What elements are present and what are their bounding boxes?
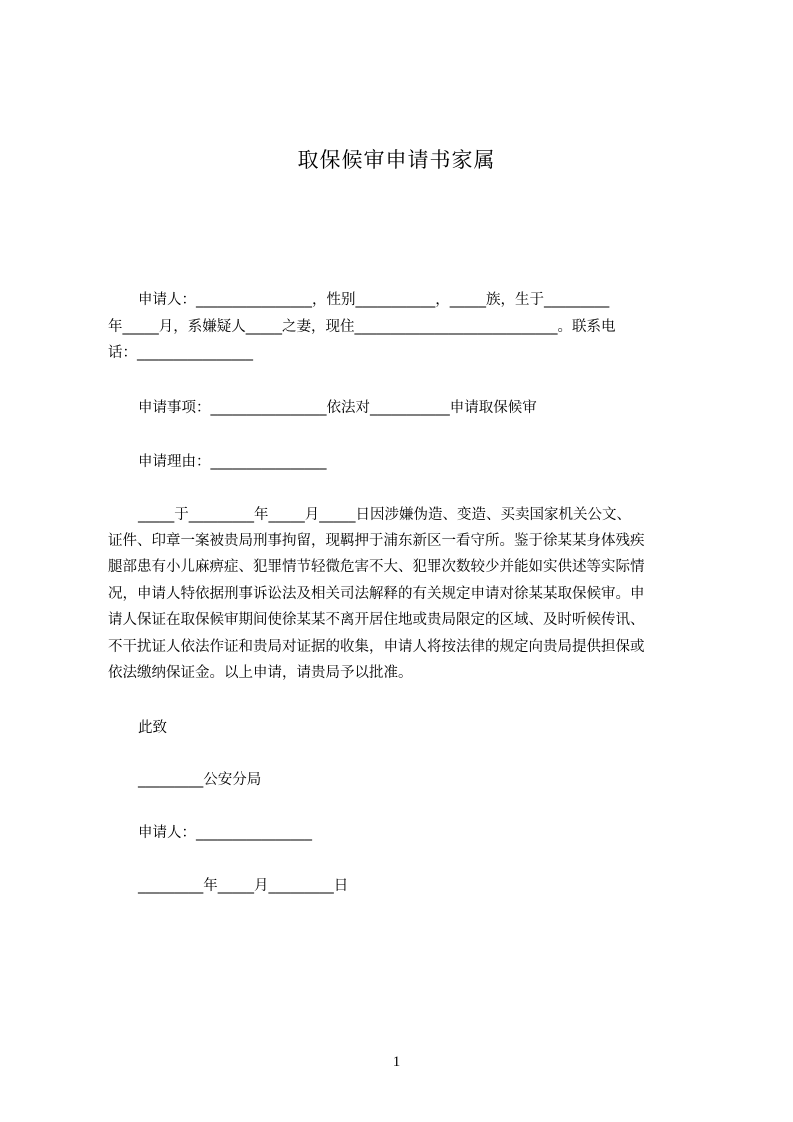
body-line-4: 况，申请人特依据刑事诉讼法及相关司法解释的有关规定申请对徐某某取保候审。申 <box>108 586 645 602</box>
body-line-7: 依法缴纳保证金。以上申请，请贵局予以批准。 <box>108 665 413 681</box>
closing: 此致 <box>138 720 167 736</box>
application-reason: 申请理由：________________ <box>138 454 327 470</box>
application-matter: 申请事项：________________依法对___________申请取保候审 <box>138 400 537 416</box>
document-title: 取保候审申请书家属 <box>297 148 496 172</box>
body-line-3: 腿部患有小儿麻痹症、犯罪情节轻微危害不大、犯罪次数较少并能如实供述等实际情 <box>108 559 645 575</box>
date: _________年_____月_________日 <box>138 878 349 894</box>
applicant-info-line-2: 年_____月，系嫌疑人_____之妻，现住____________________________。联系电 <box>108 319 616 335</box>
recipient: _________公安分局 <box>138 772 262 788</box>
body-line-5: 请人保证在取保候审期间使徐某某不离开居住地或贵局限定的区域、及时听候传讯、 <box>108 612 645 628</box>
body-line-6: 不干扰证人依法作证和贵局对证据的收集，申请人将按法律的规定向贵局提供担保或 <box>108 639 645 655</box>
body-line-1: _____于_________年_____月_____日因涉嫌伪造、变造、买卖国家机关公文、 <box>138 507 631 523</box>
signature: 申请人：________________ <box>138 825 312 841</box>
applicant-info-line-1: 申请人：________________，性别___________，_____族，生于_________ <box>138 292 610 308</box>
body-line-2: 证件、印章一案被贵局刑事拘留，现羁押于浦东新区一看守所。鉴于徐某某身体残疾 <box>108 533 645 549</box>
applicant-info-line-3: 话：________________ <box>108 345 253 361</box>
page-number: 1 <box>392 1054 401 1070</box>
